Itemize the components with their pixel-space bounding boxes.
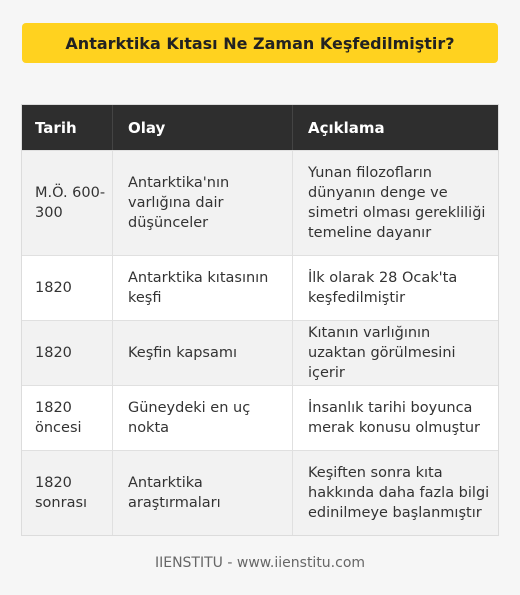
- table-header-row: [22, 105, 498, 150]
- cell-description: İnsanlık tarihi boyunca merak konusu olmuştur: [308, 400, 480, 436]
- cell-description: Keşiften sonra kıta hakkında daha fazla bilgi edinilmeye başlanmıştır: [308, 465, 490, 521]
- cell-event: Keşfin kapsamı: [113, 321, 293, 385]
- history-table: [21, 104, 499, 536]
- table-row: [22, 320, 498, 385]
- table-row: [22, 255, 498, 320]
- cell-event: Antarktika'nın varlığına dair düşünceler: [113, 151, 293, 255]
- cell-date: 1820: [22, 256, 113, 320]
- cell-event: Antarktika kıtasının keşfi: [113, 256, 293, 320]
- cell-date: 1820 sonrası: [22, 451, 113, 535]
- cell-event: Güneydeki en uç nokta: [113, 386, 293, 450]
- cell-date: M.Ö. 600-300: [22, 151, 113, 255]
- table-row: [22, 385, 498, 450]
- table-row: [22, 450, 498, 535]
- header-date: Tarih: [22, 105, 113, 150]
- page-title: Antarktika Kıtası Ne Zaman Keşfedilmiştir?: [22, 23, 498, 63]
- header-event: Olay: [113, 105, 293, 150]
- footer-credit: IIENSTITU - www.iienstitu.com: [154, 555, 366, 571]
- table-row: [22, 150, 498, 255]
- header-description: Açıklama: [308, 118, 385, 137]
- cell-description: Yunan filozofların dünyanın denge ve simetri olması gerekliliği temeline dayanır: [308, 165, 486, 241]
- cell-date: 1820 öncesi: [22, 386, 113, 450]
- cell-event: Antarktika araştırmaları: [113, 451, 293, 535]
- cell-date: 1820: [22, 321, 113, 385]
- cell-description: Kıtanın varlığının uzaktan görülmesini içerir: [308, 325, 456, 381]
- cell-description: İlk olarak 28 Ocak'ta keşfedilmiştir: [308, 270, 458, 306]
